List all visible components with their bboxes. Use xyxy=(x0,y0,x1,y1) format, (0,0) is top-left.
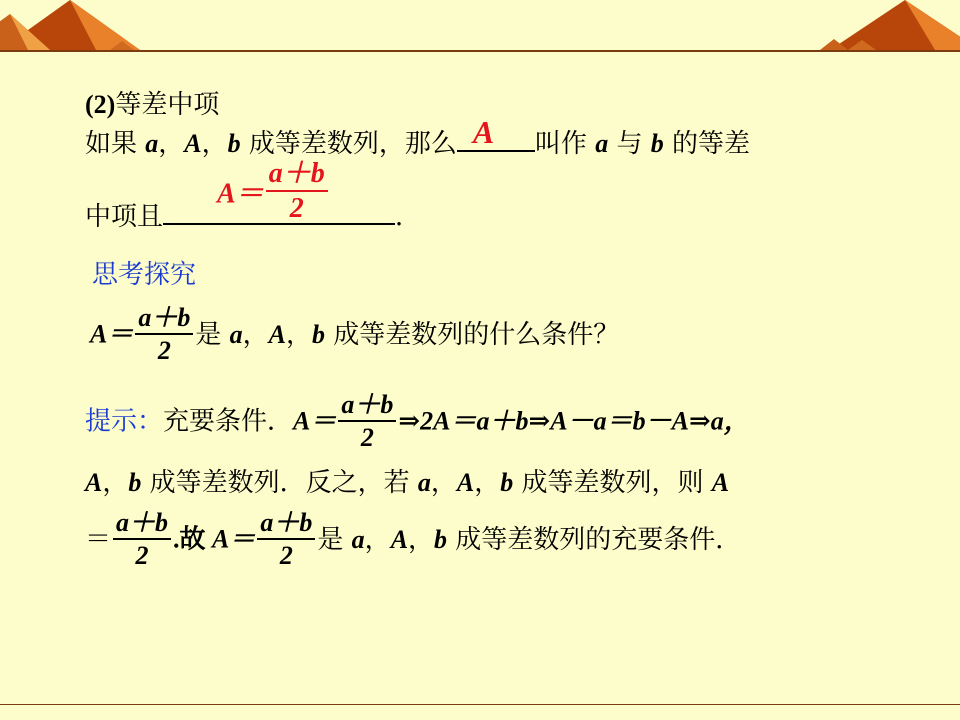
explore-question: A＝ $\frac{a+b}{2}$ 是 a，A，b 成等差数列的什么条件？ xyxy=(90,303,620,365)
hint-line-1: 提示：充要条件．A＝ $\frac{a+b}{2}$ ⇒2A＝a＋b⇒A－a＝b－A⇒a， xyxy=(85,390,750,452)
section-title: (2)等差中项 xyxy=(85,90,220,120)
hint-line-2: A，b 成等差数列．反之，若 a，A，b 成等差数列，则 A xyxy=(85,468,730,498)
hint-line-3: ＝ $\frac{a+b}{2}$ .故 A＝ $\frac{a+b}{2}$ 是 a，A，b 成等差数列的充要条件． xyxy=(85,508,742,570)
hint-fraction-2: $\frac{a+b}{2}$ xyxy=(113,510,171,569)
answer-1: A xyxy=(472,114,495,150)
explore-label: 思考探究 xyxy=(92,260,197,290)
hint-label: 提示： xyxy=(85,406,164,437)
definition-line-2: 中项且 ． xyxy=(85,202,422,232)
answer-blank-1 xyxy=(457,114,535,152)
hint-fraction-1: $\frac{a+b}{2}$ xyxy=(338,392,396,451)
top-left-pyramid-decoration xyxy=(0,0,960,52)
definition-line-1: 如果 a，A，b 成等差数列，那么 A 叫作 a 与 b 的等差 xyxy=(85,114,750,159)
answer-2-fraction: $\frac{a+b}{2}$ xyxy=(266,160,328,223)
question-fraction: $\frac{a+b}{2}$ xyxy=(135,305,193,364)
footer-divider xyxy=(0,704,960,705)
answer-2: A＝ $\frac{a+b}{2}$ xyxy=(217,160,330,223)
answer-blank-2 xyxy=(163,205,395,225)
hint-fraction-3: $\frac{a+b}{2}$ xyxy=(257,510,315,569)
header-divider xyxy=(0,50,960,52)
